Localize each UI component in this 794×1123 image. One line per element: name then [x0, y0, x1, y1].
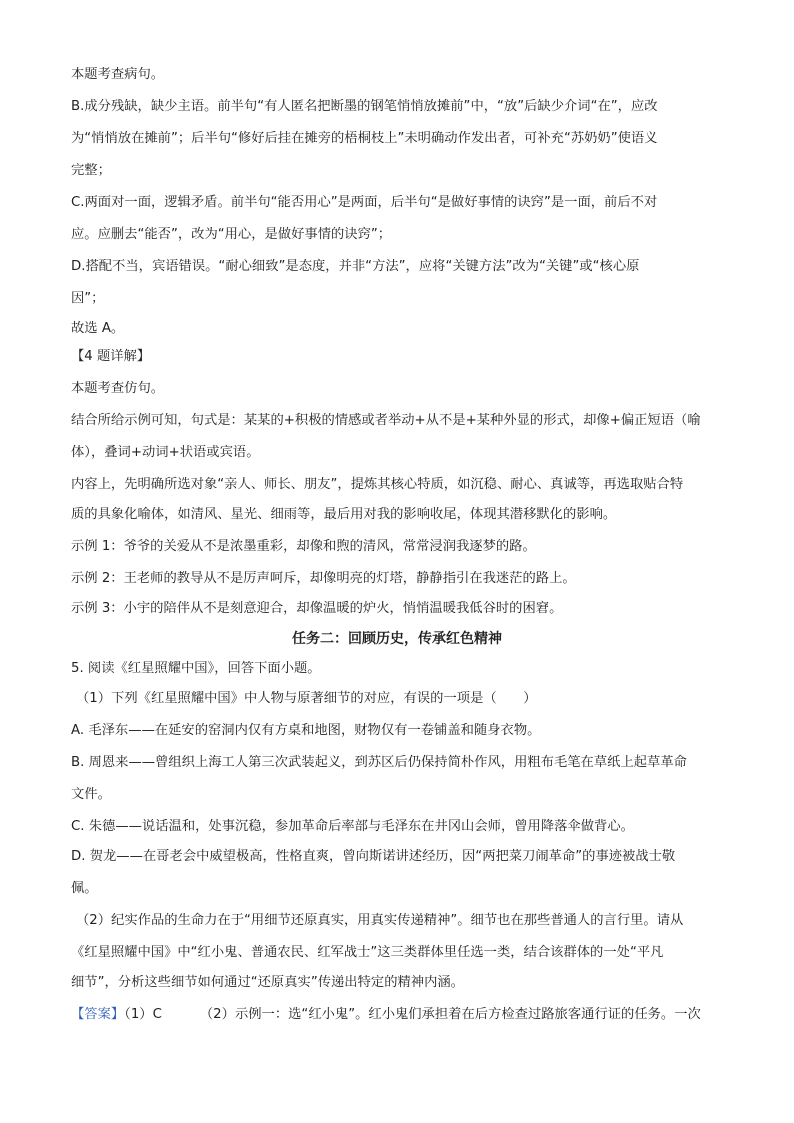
text-line: 细节”，分析这些细节如何通过“还原真实”传递出特定的精神内涵。 [71, 975, 464, 990]
text-line: B.成分残缺，缺少主语。前半句“有人匿名把断墨的钢笔悄悄放摊前”中，“放”后缺少介词“在”，应改 [71, 99, 658, 114]
text-line: 完整； [71, 163, 111, 178]
text-line: 因”； [71, 291, 105, 306]
text-line: 佩。 [71, 881, 98, 896]
answer-part-2: （2）示例一：选“红小鬼”。红小鬼们承担着在后方检查过路旅客通行证的任务。一次 [199, 1007, 701, 1022]
text-line: 质的具象化喻体，如清风、星光、细雨等，最后用对我的影响收尾，体现其潜移默化的影响。 [71, 507, 617, 522]
option-b: B. 周恩来——曾组织上海工人第三次武装起义，到苏区后仍保持简朴作风，用粗布毛笔在草纸上起草革命 [71, 755, 687, 770]
text-line: 示例 1：爷爷的关爱从不是浓墨重彩，却像和煦的清风，常常浸润我逐梦的路。 [71, 539, 536, 554]
text-line: 本题考查病句。 [71, 67, 165, 82]
text-line: 体），叠词+动词+状语或宾语。 [71, 445, 260, 460]
text-line: 应。应删去“能否”，改为“用心，是做好事情的诀窍”； [71, 227, 392, 242]
section-title: 任务二：回顾历史，传承红色精神 [292, 631, 502, 647]
text-line: 文件。 [71, 787, 111, 802]
text-line: 内容上，先明确所选对象“亲人、师长、朋友”，提炼其核心特质，如沉稳、耐心、真诚等，再选取贴合特 [71, 477, 684, 492]
option-a: A. 毛泽东——在延安的窑洞内仅有方桌和地图，财物仅有一卷铺盖和随身衣物。 [71, 723, 541, 738]
answer-line [71, 1006, 731, 1024]
subheading: 【4 题详解】 [71, 349, 151, 364]
text-line: 《红星照耀中国》中“红小鬼、普通农民、红军战士”这三类群体里任选一类，结合该群体的一处“平凡 [71, 945, 664, 960]
text-line: 本题考查仿句。 [71, 381, 165, 396]
text-line: （1）下列《红星照耀中国》中人物与原著细节的对应，有误的一项是（ ） [76, 691, 537, 706]
option-c: C. 朱德——说话温和，处事沉稳，参加革命后率部与毛泽东在井冈山会师，曾用降落伞做背心。 [71, 819, 634, 834]
text-line: 5. 阅读《红星照耀中国》，回答下面小题。 [71, 661, 321, 676]
text-line: D.搭配不当，宾语错误。“耐心细致”是态度，并非“方法”，应将“关键方法”改为“关键”或“核心原 [71, 259, 640, 274]
text-line: 示例 2：王老师的教导从不是厉声呵斥，却像明亮的灯塔，静静指引在我迷茫的路上。 [71, 571, 576, 586]
answer-tag: 【答案】 [71, 1007, 125, 1022]
answer-part-1: （1）C [124, 1007, 162, 1022]
text-line: C.两面对一面，逻辑矛盾。前半句“能否用心”是两面，后半句“是做好事情的诀窍”是一面，前后不对 [71, 195, 658, 210]
option-d: D. 贺龙——在哥老会中威望极高，性格直爽，曾向斯诺讲述经历，因“两把菜刀闹革命”的事迹被战士敬 [71, 849, 676, 864]
text-line: 为“悄悄放在摊前”；后半句“修好后挂在摊旁的梧桐枝上”未明确动作发出者，可补充“苏奶奶”使语义 [71, 131, 658, 146]
text-line: 示例 3：小宇的陪伴从不是刻意迎合，却像温暖的炉火，悄悄温暖我低谷时的困窘。 [71, 601, 563, 616]
text-line: 故选 A。 [71, 321, 125, 336]
text-line: （2）纪实作品的生命力在于“用细节还原真实，用真实传递精神”。细节也在那些普通人的言行里。请从 [76, 913, 684, 928]
text-line: 结合所给示例可知，句式是：某某的+积极的情感或者举动+从不是+某种外显的形式，却像+偏正短语（喻 [71, 413, 701, 428]
